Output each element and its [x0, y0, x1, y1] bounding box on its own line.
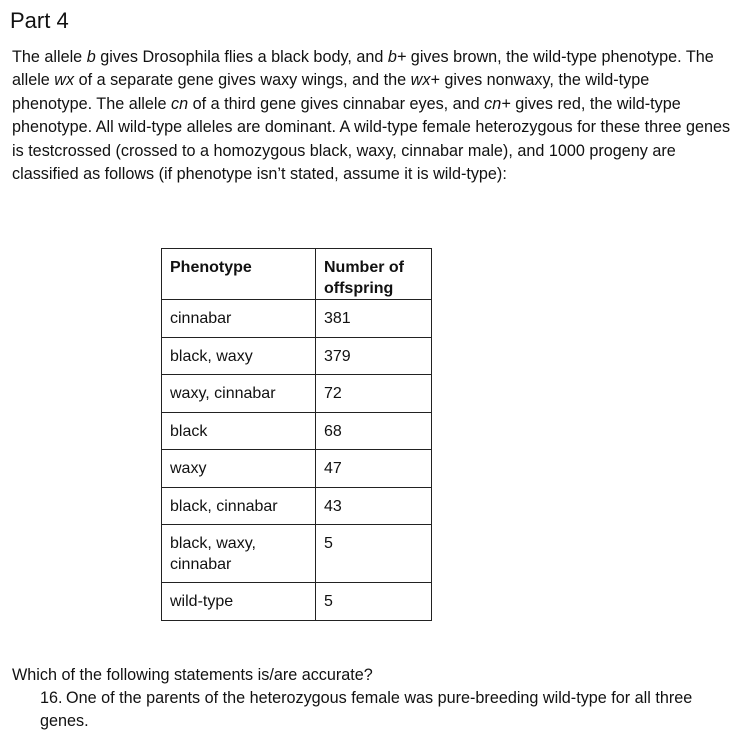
intro-text: gives brown, the wild-type phenotype. The allele	[12, 48, 714, 90]
page-title: Part 4	[10, 8, 69, 33]
phenotype-cell: black, waxy, cinnabar	[162, 525, 316, 583]
allele-name: b	[86, 48, 96, 66]
count-cell: 5	[316, 525, 432, 583]
allele-name: wx	[54, 71, 75, 90]
intro-text: of a third gene gives cinnabar eyes, and	[188, 94, 485, 113]
column-header-count: Number of offspring	[316, 249, 432, 300]
intro-text: The allele	[12, 48, 87, 66]
intro-text: of a separate gene gives waxy wings, and the	[74, 71, 411, 90]
phenotype-cell: waxy	[162, 450, 316, 488]
phenotype-cell: black, cinnabar	[162, 487, 316, 525]
statement-text: One of the parents of the heterozygous female was pure-breeding wild-type for all three genes.	[40, 689, 693, 730]
column-header-phenotype: Phenotype	[162, 249, 316, 300]
table-row	[162, 412, 432, 450]
table-row	[162, 450, 432, 488]
intro-text: gives Drosophila flies a black body, and	[95, 48, 388, 66]
phenotype-cell: cinnabar	[162, 300, 316, 338]
count-cell: 43	[316, 487, 432, 525]
allele-name: wx+	[410, 71, 440, 90]
table-header-row	[162, 249, 432, 300]
table-row	[162, 525, 432, 583]
count-cell: 68	[316, 412, 432, 450]
intro-paragraph	[12, 46, 732, 186]
phenotype-cell: wild-type	[162, 583, 316, 621]
offspring-table	[161, 248, 432, 621]
phenotype-cell: black	[162, 412, 316, 450]
intro-text: gives nonwaxy, the wild-type phenotype. The allele	[12, 71, 650, 113]
table-row	[162, 337, 432, 375]
table-row	[162, 487, 432, 525]
count-cell: 379	[316, 337, 432, 375]
phenotype-cell: black, waxy	[162, 337, 316, 375]
statement-item	[40, 687, 730, 733]
table-row	[162, 375, 432, 413]
allele-name: cn+	[484, 94, 511, 113]
count-cell: 5	[316, 583, 432, 621]
count-cell: 381	[316, 300, 432, 338]
question-prompt: Which of the following statements is/are accurate?	[12, 666, 373, 684]
phenotype-cell: waxy, cinnabar	[162, 375, 316, 413]
count-cell: 47	[316, 450, 432, 488]
statement-number: 16.	[40, 689, 63, 707]
intro-text: gives red, the wild-type phenotype. All wild-type alleles are dominant. A wild-type female heterozygous for these three genes is testcrossed (crossed to a homozygous black, waxy, cinnabar male), and 1000 progeny are classified as follows (if phenotype isn’t stated, assume it is wild-type):	[12, 94, 731, 184]
allele-name: cn	[171, 94, 189, 113]
table-row	[162, 300, 432, 338]
allele-name: b+	[387, 48, 407, 66]
table-row	[162, 583, 432, 621]
count-cell: 72	[316, 375, 432, 413]
